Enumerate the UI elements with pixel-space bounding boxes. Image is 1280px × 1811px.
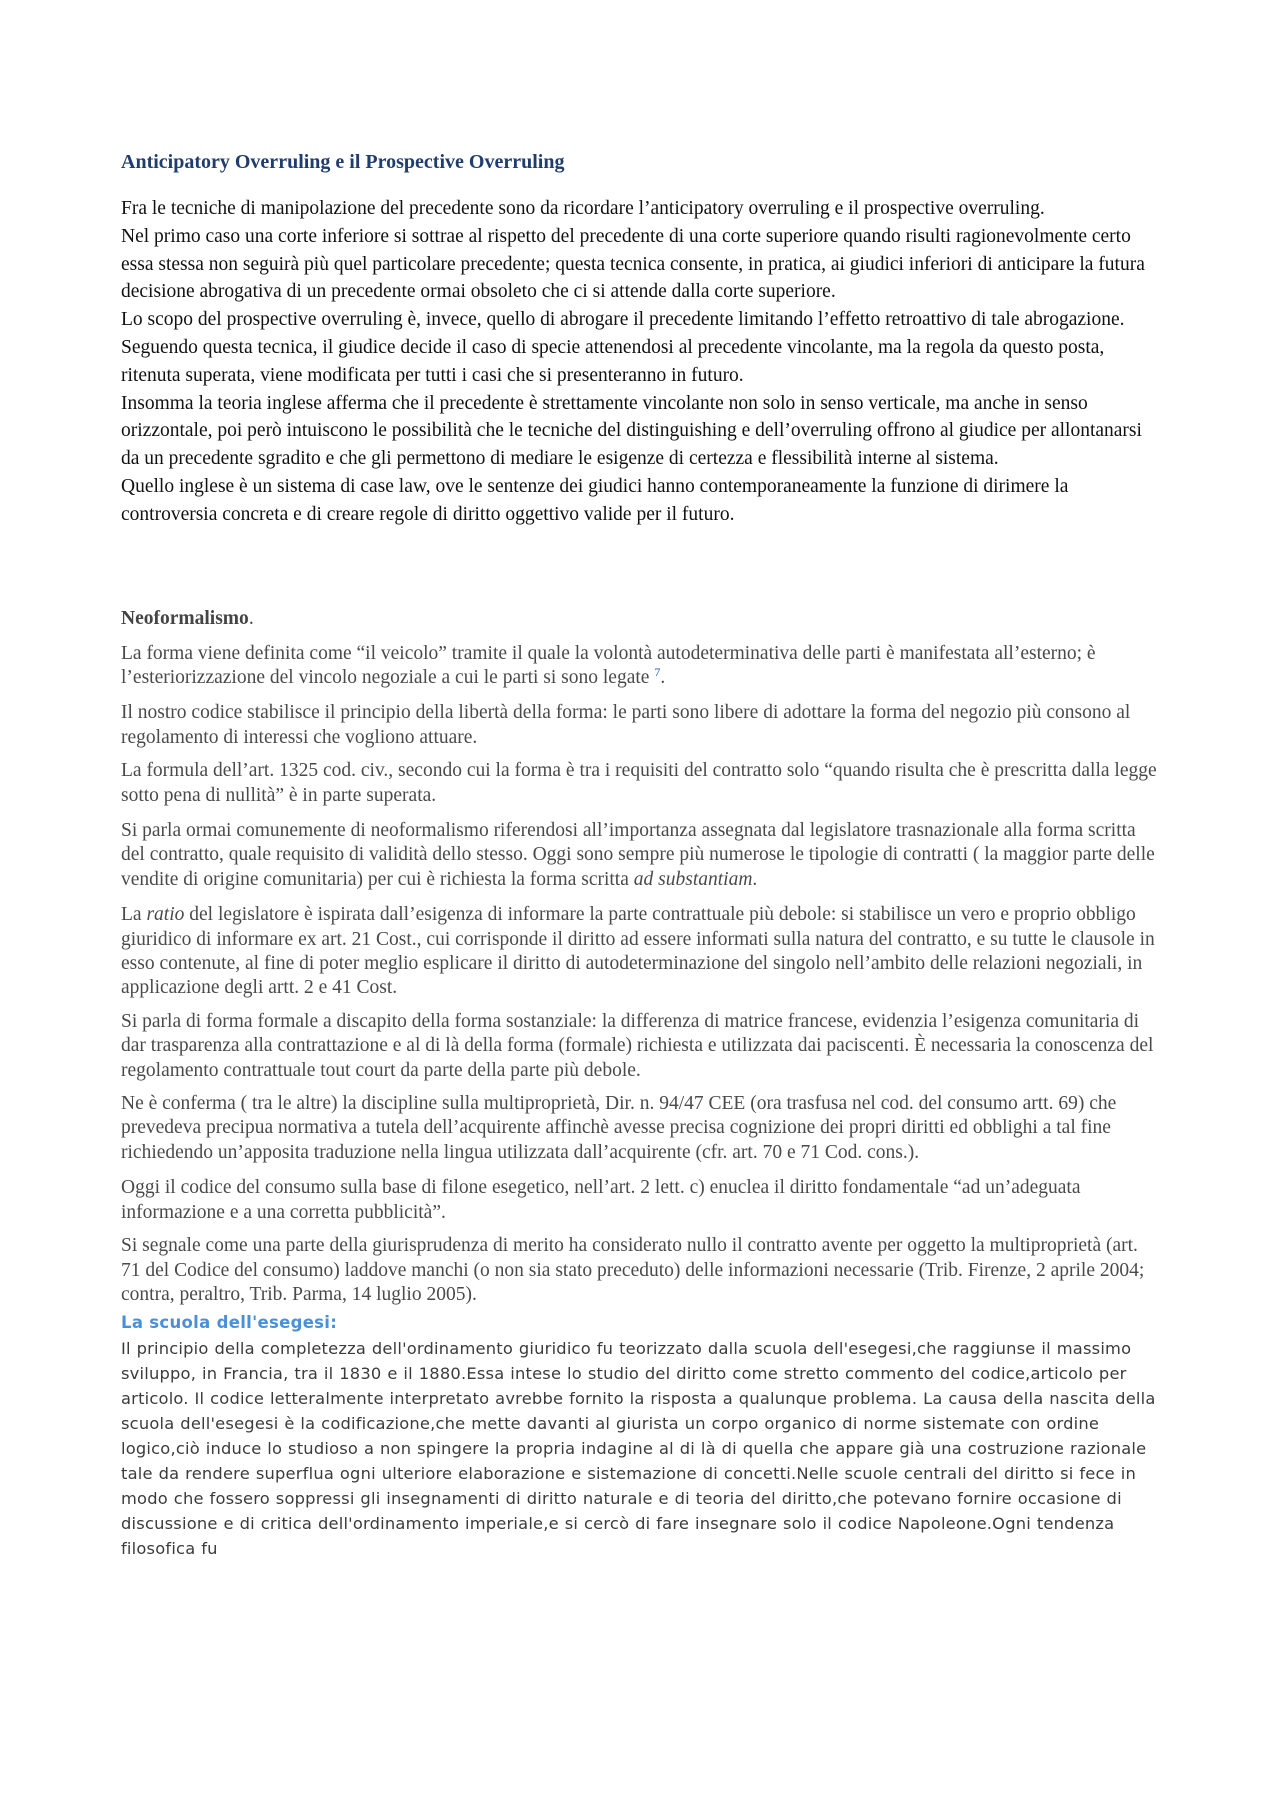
italic-term: ad substantiam xyxy=(633,868,753,890)
paragraph: Quello inglese è un sistema di case law, ove le sentenze dei giudici hanno contemporaneamente la funzione di dirimere la controversia concreta e di creare regole di diritto oggettivo valide per il futuro. xyxy=(121,475,1069,525)
paragraph: Oggi il codice del consumo sulla base di filone esegetico, nell’art. 2 lett. c) enuclea il diritto fondamentale “ad un’adeguata informazione e a una corretta pubblicità”. xyxy=(121,1177,1081,1223)
paragraph: Fra le tecniche di manipolazione del precedente sono da ricordare l’anticipatory overruling e il prospective overruling. xyxy=(121,198,1045,219)
paragraph: Seguendo questa tecnica, il giudice decide il caso di specie attenendosi al precedente vincolante, ma la regola da questo posta, ritenuta superata, viene modificata per tutti i casi che si presenteranno in futuro. xyxy=(121,336,1105,386)
section-heading: La scuola dell'esegesi: xyxy=(121,1313,338,1333)
heading-period: . xyxy=(248,607,254,629)
paragraph-end: . xyxy=(752,868,758,890)
paragraph xyxy=(121,819,1161,892)
page-content xyxy=(121,148,1161,1561)
paragraph-start: La xyxy=(121,904,147,926)
paragraph: Il principio della completezza dell'ordinamento giuridico fu teorizzato dalla scuola dell'esegesi,che raggiunse il massimo sviluppo, in Francia, tra il 1830 e il 1880.Essa intese lo studio del diritto come stretto commento del codice,articolo per articolo. Il codice letteralmente interpretato avrebbe fornito la risposta a qualunque problema. La causa della nascita della scuola dell'esegesi è la codificazione,che mette davanti al giurista un corpo organico di norme sistemate con ordine logico,ciò induce lo studioso a non spingere la propria indagine al di là di quella che appare già una costruzione razionale tale da rendere superflua ogni ulteriore elaborazione e sistemazione di concetti.Nelle scuole centrali del diritto si fece in modo che fossero soppressi gli insegnamenti di diritto naturale e di teoria del diritto,che potevano fornire occasione di discussione e di critica dell'ordinamento imperiale,e si cercò di fare insegnare solo il codice Napoleone.Ogni tendenza filosofica fu xyxy=(121,1339,1156,1558)
paragraph: Lo scopo del prospective overruling è, invece, quello di abrogare il precedente limitando l’effetto retroattivo di tale abrogazione. xyxy=(121,309,1125,331)
spacer xyxy=(121,529,1161,606)
section-overruling xyxy=(121,148,1161,529)
paragraph: Insomma la teoria inglese afferma che il precedente è strettamente vincolante non solo in senso verticale, ma anche in senso orizzontale, poi però intuiscono le possibilità che le tecniche del distinguishing e dell’overruling offrono al giudice per allontanarsi da un precedente sgradito e che gli permettono di mediare le esigenze di certezza e flessibilità interne al sistema. xyxy=(121,392,1142,470)
paragraph: Ne è conferma ( tra le altre) la discipline sulla multiproprietà, Dir. n. 94/47 CEE (ora trasfusa nel cod. del consumo artt. 69) che prevedeva precipua normativa a tutela dell’acquirente affinchè avesse precisa cognizione dei propri diritti ed obblighi a tal fine richiedendo un’apposita traduzione nella lingua utilizzata dall’acquirente (cfr. art. 70 e 71 Cod. cons.). xyxy=(121,1093,1117,1163)
section-title: Anticipatory Overruling e il Prospective Overruling xyxy=(121,151,565,173)
paragraph xyxy=(121,903,1161,1001)
section-heading xyxy=(121,606,1161,632)
paragraph: Si segnale come una parte della giurisprudenza di merito ha considerato nullo il contratto avente per oggetto la multiproprietà (art. 71 del Codice del consumo) laddove manchi (o non sia stato preceduto) delle informazioni necessarie (Trib. Firenze, 2 aprile 2004; contra, peraltro, Trib. Parma, 14 luglio 2005). xyxy=(121,1235,1145,1305)
paragraph xyxy=(121,642,1161,691)
paragraph: La formula dell’art. 1325 cod. civ., secondo cui la forma è tra i requisiti del contratto solo “quando risulta che è prescritta dalla legge sotto pena di nullità” è in parte superata. xyxy=(121,760,1157,806)
paragraph-text: del legislatore è ispirata dall’esigenza di informare la parte contrattuale più debole: si stabilisce un vero e proprio obbligo giuridico di informare ex art. 21 Cost., cui corrisponde il diritto ad essere informati sulla natura del contratto, e su tutte le clausole in esso contenute, al fine di poter meglio esplicare il diritto di autodeterminazione del singolo nell’ambito delle relazioni negoziali, in applicazione degli artt. 2 e 41 Cost. xyxy=(121,904,1155,999)
section-scuola-esegesi xyxy=(121,1312,1161,1561)
paragraph-text: Si parla ormai comunemente di neoformalismo riferendosi all’importanza assegnata dal legislatore trasnazionale alla forma scritta del contratto, quale requisito di validità dello stesso. Oggi sono sempre più numerose le tipologie di contratti ( la maggior parte delle vendite di origine comunitaria) per cui è richiesta la forma scritta xyxy=(121,820,1155,890)
italic-term: ratio xyxy=(146,904,185,926)
paragraph: Nel primo caso una corte inferiore si sottrae al rispetto del precedente di una corte superiore quando risulti ragionevolmente certo essa stessa non seguirà più quel particolare precedente; questa tecnica consente, in pratica, ai giudici inferiori di anticipare la futura decisione abrogativa di un precedente ormai obsoleto che ci si attende dalla corte superiore. xyxy=(121,225,1145,303)
paragraph: Si parla di forma formale a discapito della forma sostanziale: la differenza di matrice francese, evidenzia l’esigenza comunitaria di dar trasparenza alla contrattazione e al di là della forma (formale) richiesta e utilizzata dai paciscenti. È necessaria la conoscenza del regolamento contrattuale tout court da parte della parte più debole. xyxy=(121,1010,1154,1081)
footnote-reference[interactable]: 7 xyxy=(654,664,661,679)
paragraph-end: . xyxy=(660,666,666,688)
paragraph: Il nostro codice stabilisce il principio della libertà della forma: le parti sono libere di adottare la forma del negozio più consono al regolamento di interessi che vogliono attuare. xyxy=(121,702,1131,748)
paragraph-text: La forma viene definita come “il veicolo” tramite il quale la volontà autodeterminativa delle parti è manifestata all’esterno; è l’esteriorizzazione del vincolo negoziale a cui le parti si sono legate xyxy=(121,642,1096,688)
section-heading-text: Neoformalismo xyxy=(121,607,249,629)
section-neoformalismo xyxy=(121,606,1161,1308)
